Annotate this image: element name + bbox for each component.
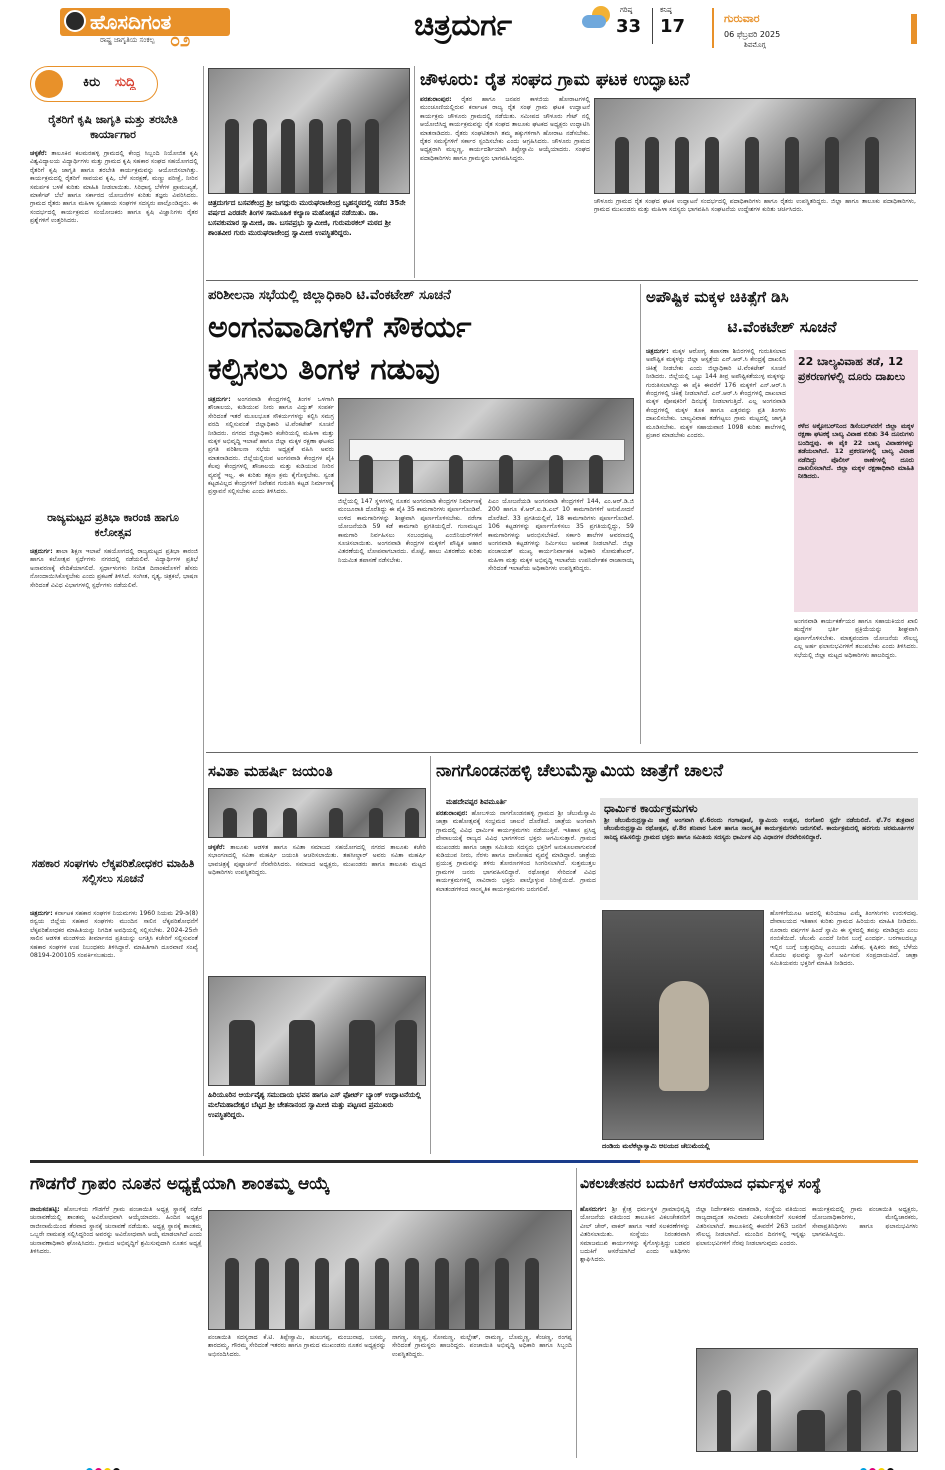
jatre-body [436, 810, 596, 1150]
kirusuddi-item2-body [30, 548, 198, 848]
vikalachetana-headline: ವಿಕಲಚೇತನರ ಬದುಕಿಗೆ ಆಸರೆಯಾದ ಧರ್ಮಸ್ಥಳ ಸಂಸ್ಥೆ [580, 1176, 822, 1192]
goudagere-photo [208, 1210, 572, 1330]
bottom-rule-left [30, 1160, 450, 1163]
edition-name: ಶಿವಮೊಗ್ಗ [744, 41, 766, 49]
jatre-side-body: ಹೋಳಿಗೆಯೂಟ ಆದರಲ್ಲಿ ಕುರಿಯಾಟ ಎಮ್ಮೆ ತಿಂಗಳುಗಳು ಉರುಳಿದವು. ದೇವಾಲಯದ ಇತಿಹಾಸ ಕುರಿತು ಗ್ರಾಮದ ಹಿರಿಯರು ಮಾಹಿತಿ ನೀಡಿದರು. ನೂರಾರು ವರ್ಷಗಳ ಹಿಂದೆ ಸ್ವಾಮಿ ಈ ಸ್ಥಳದಲ್ಲಿ ತಪಸ್ಸು ಮಾಡಿದ್ದರು ಎಂಬ ನಂಬಿಕೆಯಿದೆ. ಚೆಲುಮೆ ಎಂದರೆ ನೀರಿನ ಬುಗ್ಗೆ ಎಂದರ್ಥ. ಬರಗಾಲದಲ್ಲೂ ಇಲ್ಲಿನ ಬುಗ್ಗೆ ಬತ್ತುವುದಿಲ್ಲ ಎಂಬುದು ವಿಶೇಷ. ಕೃಷಿಕರು ತಮ್ಮ ಬೆಳೆಯ ಮೊದಲ ಫಲವನ್ನು ಸ್ವಾಮಿಗೆ ಅರ್ಪಿಸುವ ಸಂಪ್ರದಾಯವಿದೆ. ಜಾತ್ರಾ ಸಮಿತಿಯವರು ಭಕ್ತರಿಗೆ ಮಾಹಿತಿ ನೀಡಿದರು. [770, 910, 918, 968]
kirusuddi-item1-dateline: ಚಳ್ಳಕೆರೆ: [30, 150, 48, 157]
lead-headline-line1: ಅಂಗನವಾಡಿಗಳಿಗೆ ಸೌಕರ್ಯ [208, 310, 472, 345]
page-number: ೦೨ [170, 30, 191, 51]
sun-cloud-icon [582, 6, 610, 30]
vikalachetana-body-col1 [580, 1206, 690, 1456]
issue-date: 06 ಫೆಬ್ರವರಿ 2025 [724, 30, 781, 39]
vikalachetana-body-col3: ಕಾರ್ಯಕ್ರಮದಲ್ಲಿ ಗ್ರಾಮ ಪಂಚಾಯಿತಿ ಅಧ್ಯಕ್ಷರು, ಯೋಜನಾಧಿಕಾರಿಗಳು, ಮೇಲ್ವಿಚಾರಕರು, ಸೇವಾಪ್ರತಿನಿಧಿಗಳು ಹಾಗೂ ಫಲಾನುಭವಿಗಳು ಭಾಗವಹಿಸಿದ್ದರು. [812, 1206, 918, 1239]
section-title: ಚಿತ್ರದುರ್ಗ [414, 8, 513, 43]
left-column-rule [203, 66, 204, 1156]
kirusuddi-label-a: ಕಿರು [83, 75, 101, 90]
malnutrition-body-tail: ಅಂಗನವಾಡಿ ಕಾರ್ಯಕರ್ತೆಯರ ಹಾಗೂ ಸಹಾಯಕಿಯರ ಖಾಲಿ ಹುದ್ದೆಗಳ ಭರ್ತಿ ಪ್ರಕ್ರಿಯೆಯನ್ನು ಶೀಘ್ರವಾಗಿ ಪೂರ್ಣಗೊಳಿಸಬೇಕು. ಮಾತೃವಂದನಾ ಯೋಜನೆಯ ಸೌಲಭ್ಯ ಎಲ್ಲ ಅರ್ಹ ಫಲಾನುಭವಿಗಳಿಗೆ ತಲುಪಬೇಕು ಎಂದು ತಿಳಿಸಿದರು. ಸಭೆಯಲ್ಲಿ ಜಿಲ್ಲಾ ಮಟ್ಟದ ಅಧಿಕಾರಿಗಳು ಹಾಜರಿದ್ದರು. [794, 618, 918, 659]
lead-body-col2: ಜಿಲ್ಲೆಯಲ್ಲಿ 147 ಸ್ಥಳಗಳಲ್ಲಿ ನೂತನ ಅಂಗನವಾಡಿ ಕೇಂದ್ರಗಳ ನಿರ್ಮಾಣಕ್ಕೆ ಮಂಜೂರಾತಿ ದೊರೆತಿದ್ದು ಈ ಪೈಕಿ 35 ಕಾಮಗಾರಿಗಳು ಪೂರ್ಣಗೊಂಡಿವೆ. ಉಳಿದ ಕಾಮಗಾರಿಗಳನ್ನು ಶೀಘ್ರವಾಗಿ ಪೂರ್ಣಗೊಳಿಸಬೇಕು. ನರೇಗಾ ಯೋಜನೆಯಡಿ 59 ಕಡೆ ಕಾಮಗಾರಿ ಪ್ರಗತಿಯಲ್ಲಿದೆ. ಗುಣಮಟ್ಟದ ಕಾಮಗಾರಿ ನಿರ್ವಹಿಸಲು ಸಂಬಂಧಪಟ್ಟ ಎಂಜಿನಿಯರ್‌ಗಳಿಗೆ ಸೂಚಿಸಲಾಯಿತು. ಅಂಗನವಾಡಿ ಕೇಂದ್ರಗಳ ಮಕ್ಕಳಿಗೆ ಪೌಷ್ಟಿಕ ಆಹಾರ ವಿತರಣೆಯಲ್ಲಿ ಲೋಪವಾಗಬಾರದು. ಮೊಟ್ಟೆ, ಹಾಲು ವಿತರಣೆಯ ಕುರಿತು ನಿಯಮಿತ ತಪಾಸಣೆ ನಡೆಸಬೇಕು. [338, 498, 482, 564]
goudagere-body-col1 [30, 1206, 202, 1456]
lead-body-col3: ಪಿಎಂ ಯೋಜನೆಯಡಿ ಅಂಗನವಾಡಿ ಕೇಂದ್ರಗಳಿಗೆ 144, ಎಂ.ಆರ್.ಡಿ.ಜಿ 200 ಹಾಗೂ ಕೆ.ಆರ್.ಐ.ಡಿ.ಎಲ್ 10 ಕಾಮಗಾರಿಗಳಿಗೆ ಅನುಮೋದನೆ ದೊರೆತಿದೆ. 33 ಪ್ರಗತಿಯಲ್ಲಿವೆ, 18 ಕಾಮಗಾರಿಗಳು ಪೂರ್ಣಗೊಂಡಿವೆ. 106 ಕಟ್ಟಡಗಳನ್ನು ಪೂರ್ಣಗೊಳಿಸಲು 35 ಪ್ರಗತಿಯಲ್ಲಿದ್ದು, 59 ಕಾಮಗಾರಿಗಳನ್ನು ಆರಂಭಿಸಬೇಕಿದೆ. ಸರ್ಕಾರಿ ಶಾಲೆಗಳ ಆವರಣದಲ್ಲಿ ಅಂಗನವಾಡಿ ಕಟ್ಟಡಗಳನ್ನು ನಿರ್ಮಿಸಲು ಅವಕಾಶ ನೀಡಲಾಗಿದೆ. ಜಿಲ್ಲಾ ಪಂಚಾಯತ್ ಮುಖ್ಯ ಕಾರ್ಯನಿರ್ವಾಹಕ ಅಧಿಕಾರಿ ಸೋಮಶೇಖರ್, ಮಹಿಳಾ ಮತ್ತು ಮಕ್ಕಳ ಅಭಿವೃದ್ಧಿ ಇಲಾಖೆಯ ಉಪನಿರ್ದೇಶಕ ರಾಜಾನಾಯ್ಕ ಸೇರಿದಂತೆ ಇಲಾಖೆಯ ಅಧಿಕಾರಿಗಳು ಉಪಸ್ಥಿತರಿದ್ದರು. [488, 498, 634, 573]
kirusuddi-item3-headline: ಸಹಕಾರ ಸಂಘಗಳು ಲೆಕ್ಕಪರಿಶೋಧಕರ ಮಾಹಿತಿ ಸಲ್ಲಿಸಲು ಸೂಚನೆ [31, 857, 195, 885]
temp-min: 17 [660, 16, 686, 37]
savitha-right-rule [430, 756, 431, 1154]
temple-idol-photo [602, 910, 764, 1140]
child-marriage-box [794, 350, 918, 612]
temple-photo-caption: ದಂಡಿಯ ಮಲೆಕೆಲ್ಲಾಸ್ವಾಮಿ ಆಲಯದ ಚೆಲುಮೆಯಲ್ಲಿ [602, 1142, 710, 1150]
masthead-right-bar [911, 14, 917, 44]
malnutrition-headline-line1: ಅಪೌಷ್ಟಿಕ ಮಕ್ಕಳ ಚಿಕಿತ್ಸೆಗೆ ಡಿಸಿ [646, 288, 789, 306]
lead-text-1: ಅಂಗನವಾಡಿ ಕೇಂದ್ರಗಳಲ್ಲಿ ತಿಂಗಳ ಒಳಗಾಗಿ ಶೌಚಾಲಯ, ಕುಡಿಯುವ ನೀರು ಹಾಗೂ ವಿದ್ಯುತ್ ಸಂಪರ್ಕ ಸೇರಿದಂತೆ ಇತರೆ ಮೂಲಭೂತ ಸೌಕರ್ಯಗಳನ್ನು ಕಲ್ಪಿಸಿ ಸಮಗ್ರ ವರದಿ ಸಲ್ಲಿಸುವಂತೆ ಜಿಲ್ಲಾಧಿಕಾರಿ ಟಿ.ವೆಂಕಟೇಶ್ ಸೂಚನೆ ನೀಡಿದರು. ನಗರದ ಜಿಲ್ಲಾಧಿಕಾರಿ ಕಚೇರಿಯಲ್ಲಿ ಮಹಿಳಾ ಮತ್ತು ಮಕ್ಕಳ ಅಭಿವೃದ್ಧಿ ಇಲಾಖೆ ಹಾಗೂ ಜಿಲ್ಲಾ ಮಕ್ಕಳ ರಕ್ಷಣಾ ಘಟಕದ ಪ್ರಗತಿ ಪರಿಶೀಲನಾ ಸಭೆಯ ಅಧ್ಯಕ್ಷತೆ ವಹಿಸಿ ಅವರು ಮಾತನಾಡಿದರು. ಜಿಲ್ಲೆಯಲ್ಲಿರುವ ಅಂಗನವಾಡಿ ಕೇಂದ್ರಗಳ ಪೈಕಿ ಕೆಲವು ಕೇಂದ್ರಗಳಲ್ಲಿ ಶೌಚಾಲಯ ಮತ್ತು ಕುಡಿಯುವ ನೀರಿನ ವ್ಯವಸ್ಥೆ ಇಲ್ಲ. ಈ ಕುರಿತು ತಕ್ಷಣ ಕ್ರಮ ಕೈಗೊಳ್ಳಬೇಕು. ಸ್ವಂತ ಕಟ್ಟಡವಿಲ್ಲದ ಕೇಂದ್ರಗಳಿಗೆ ನಿವೇಶನ ಗುರುತಿಸಿ ಕಟ್ಟಡ ನಿರ್ಮಾಣಕ್ಕೆ ಪ್ರಸ್ತಾವನೆ ಸಲ್ಲಿಸಬೇಕು ಎಂದು ತಿಳಿಸಿದರು. [208, 396, 334, 496]
goudagere-body-col3: ನಾಗಣ್ಣ, ಸಣ್ಣಪ್ಪ, ಸೋಮಣ್ಣ, ಮಲ್ಲೇಶ್, ರಾಮಣ್ಣ, ಬೊಮ್ಮಣ್ಣ, ಕೆಂಚಣ್ಣ, ರಂಗಪ್ಪ ಸೇರಿದಂತೆ ಗ್ರಾಮಸ್ಥರು ಹಾಜರಿದ್ದರು. ಪಂಚಾಯಿತಿ ಅಭಿವೃದ್ಧಿ ಅಧಿಕಾರಿ ಹಾಗೂ ಸಿಬ್ಬಂದಿ ಉಪಸ್ಥಿತರಿದ್ದರು. [392, 1334, 572, 1358]
jatre-headline: ನಾಗಗೊಂಡನಹಳ್ಳಿ ಚೆಲುಮೆಸ್ವಾಮಿಯ ಜಾತ್ರೆಗೆ ಚಾಲನೆ [436, 761, 724, 781]
paper-name: ಹೊಸದಿಗಂತ [90, 10, 172, 34]
registration-marks-right [860, 1460, 896, 1470]
goudagere-text-1: ಹೋಬಳಿಯ ಗೌಡಗೆರೆ ಗ್ರಾಮ ಪಂಚಾಯಿತಿ ಅಧ್ಯಕ್ಷ ಸ್ಥಾನಕ್ಕೆ ನಡೆದ ಚುನಾವಣೆಯಲ್ಲಿ ಶಾಂತಮ್ಮ ಅವಿರೋಧವಾಗಿ ಆಯ್ಕೆಯಾದರು. ಹಿಂದಿನ ಅಧ್ಯಕ್ಷರ ರಾಜೀನಾಮೆಯಿಂದ ತೆರವಾದ ಸ್ಥಾನಕ್ಕೆ ಚುನಾವಣೆ ನಡೆಯಿತು. ಅಧ್ಯಕ್ಷ ಸ್ಥಾನಕ್ಕೆ ಶಾಂತಮ್ಮ ಒಬ್ಬರೇ ನಾಮಪತ್ರ ಸಲ್ಲಿಸಿದ್ದರಿಂದ ಅವರನ್ನು ಅವಿರೋಧವಾಗಿ ಆಯ್ಕೆ ಮಾಡಲಾಗಿದೆ ಎಂದು ಚುನಾವಣಾಧಿಕಾರಿ ಘೋಷಿಸಿದರು. ಗ್ರಾಮದ ಅಭಿವೃದ್ಧಿಗೆ ಶ್ರಮಿಸುವುದಾಗಿ ನೂತನ ಅಧ್ಯಕ್ಷೆ ತಿಳಿಸಿದರು. [30, 1206, 202, 1256]
malnutrition-dateline: ಚಿತ್ರದುರ್ಗ: [646, 348, 669, 355]
bottom-rule-right [640, 1160, 918, 1163]
jatre-programs-headline: ಧಾರ್ಮಿಕ ಕಾರ್ಯಕ್ರಮಗಳು [604, 802, 698, 815]
registration-marks [86, 1460, 122, 1470]
vikalachetana-dateline: ಹೊಸದುರ್ಗ: [580, 1206, 607, 1213]
chauluru-photo [594, 98, 916, 194]
malnutrition-text: ಮಕ್ಕಳ ಆರೋಗ್ಯ ತಪಾಸಣಾ ಶಿಬಿರಗಳಲ್ಲಿ ಗುರುತಿಸಲಾದ ಅಪೌಷ್ಟಿಕ ಮಕ್ಕಳನ್ನು ಜಿಲ್ಲಾ ಆಸ್ಪತ್ರೆಯ ಎನ್.ಆರ್.ಸಿ ಕೇಂದ್ರಕ್ಕೆ ದಾಖಲಿಸಿ ಚಿಕಿತ್ಸೆ ನೀಡಬೇಕು ಎಂದು ಜಿಲ್ಲಾಧಿಕಾರಿ ಟಿ.ವೆಂಕಟೇಶ್ ಸೂಚನೆ ನೀಡಿದರು. ಜಿಲ್ಲೆಯಲ್ಲಿ ಒಟ್ಟು 144 ತೀವ್ರ ಅಪೌಷ್ಟಿಕತೆಯುಳ್ಳ ಮಕ್ಕಳನ್ನು ಗುರುತಿಸಲಾಗಿದ್ದು ಈ ಪೈಕಿ ಈವರೆಗೆ 176 ಮಕ್ಕಳಿಗೆ ಎನ್.ಆರ್.ಸಿ ಕೇಂದ್ರಗಳಲ್ಲಿ ಚಿಕಿತ್ಸೆ ನೀಡಲಾಗಿದೆ. ಎನ್.ಆರ್.ಸಿ ಕೇಂದ್ರಗಳಲ್ಲಿ ದಾಖಲಾದ ಮಕ್ಕಳ ಪೋಷಕರಿಗೆ ದಿನಭತ್ಯೆ ನೀಡಲಾಗುತ್ತಿದೆ. ಎಲ್ಲ ಅಂಗನವಾಡಿ ಕೇಂದ್ರಗಳಲ್ಲಿ ಮಕ್ಕಳ ತೂಕ ಹಾಗೂ ಎತ್ತರವನ್ನು ಪ್ರತಿ ತಿಂಗಳು ದಾಖಲಿಸಬೇಕು. ಬಾಲ್ಯವಿವಾಹ ತಡೆಗಟ್ಟಲು ಗ್ರಾಮ ಮಟ್ಟದಲ್ಲಿ ಜಾಗೃತಿ ಮೂಡಿಸಬೇಕು. ಮಕ್ಕಳ ಸಹಾಯವಾಣಿ 1098 ಕುರಿತು ಶಾಲೆಗಳಲ್ಲಿ ಪ್ರಚಾರ ಮಾಡಬೇಕು ಎಂದರು. [646, 348, 786, 440]
kirusuddi-item1-headline: ರೈತರಿಗೆ ಕೃಷಿ ಜಾಗೃತಿ ಮತ್ತು ತರಬೇತಿ ಕಾರ್ಯಾಗಾರ [48, 113, 178, 141]
hiriyur-photo [208, 976, 426, 1086]
child-marriage-box-body: ಕಳೆದ ಅಕ್ಟೋಬರ್‌ನಿಂದ ಡಿಸೆಂಬರ್‌ವರೆಗೆ ಜಿಲ್ಲಾ ಮಕ್ಕಳ ರಕ್ಷಣಾ ಘಟಕಕ್ಕೆ ಬಾಲ್ಯ ವಿವಾಹ ಕುರಿತು 34 ದೂರುಗಳು ಬಂದಿದ್ದವು. ಈ ಪೈಕಿ 22 ಬಾಲ್ಯ ವಿವಾಹಗಳನ್ನು ತಡೆಯಲಾಗಿದೆ. 12 ಪ್ರಕರಣಗಳಲ್ಲಿ ಬಾಲ್ಯ ವಿವಾಹ ನಡೆದಿದ್ದು ಪೊಲೀಸ್ ಠಾಣೆಗಳಲ್ಲಿ ದೂರು ದಾಖಲಿಸಲಾಗಿದೆ. ಜಿಲ್ಲಾ ಮಕ್ಕಳ ರಕ್ಷಣಾಧಿಕಾರಿ ಮಾಹಿತಿ ನೀಡಿದರು. [798, 422, 914, 481]
lead-meeting-photo [338, 398, 634, 494]
malnutrition-body [646, 348, 786, 748]
top-rule [414, 66, 415, 278]
kirusuddi-item2-dateline: ಚಿತ್ರದುರ್ಗ: [30, 548, 53, 555]
hiriyur-caption: ಹಿರಿಯೂರಿನ ಆರ್ಯವೈಶ್ಯ ಸಮುದಾಯ ಭವನ ಹಾಗೂ ಎಸ್ ಫೋರ್ಟ್ ಬ್ಯಾಂಕ್ ಉದ್ಘಾಟನೆಯಲ್ಲಿ ಮಲೆಮಹಾದೇಶ್ವರ ಬೆಟ್ಟದ ಶ್ರೀ ಚೇತನಾನಂದ ಸ್ವಾಮೀಜಿ ಮತ್ತು ಪಟ್ಟಣದ ಪ್ರಮುಖರು ಉಪಸ್ಥಿತರಿದ್ದರು. [208, 1091, 421, 1119]
hand-icon [35, 70, 63, 98]
kirusuddi-item2-headline: ರಾಜ್ಯಮಟ್ಟದ ಪ್ರತಿಭಾ ಕಾರಂಜಿ ಹಾಗೂ ಕಲೋತ್ಸವ [47, 511, 179, 539]
lead-top-rule [206, 280, 918, 281]
temp-divider [652, 8, 653, 44]
bottom-right-rule [576, 1168, 577, 1458]
kirusuddi-item2-text: ಶಾಲಾ ಶಿಕ್ಷಣ ಇಲಾಖೆ ಸಹಯೋಗದಲ್ಲಿ ರಾಜ್ಯಮಟ್ಟದ ಪ್ರತಿಭಾ ಕಾರಂಜಿ ಹಾಗೂ ಕಲೋತ್ಸವ ಸ್ಪರ್ಧೆಗಳು ನಗರದಲ್ಲಿ ನಡೆಯಲಿವೆ. ವಿದ್ಯಾರ್ಥಿಗಳ ಪ್ರತಿಭೆ ಅನಾವರಣಕ್ಕೆ ವೇದಿಕೆಯಾಗಲಿದೆ. ಸ್ಪರ್ಧಾಳುಗಳು ನಿಗದಿತ ದಿನಾಂಕದೊಳಗೆ ಹೆಸರು ನೋಂದಾಯಿಸಿಕೊಳ್ಳಬೇಕು ಎಂದು ಪ್ರಕಟಣೆ ತಿಳಿಸಿದೆ. ಸಂಗೀತ, ನೃತ್ಯ, ಚಿತ್ರಕಲೆ, ಭಾಷಣ ಸೇರಿದಂತೆ ವಿವಿಧ ವಿಭಾಗಗಳಲ್ಲಿ ಸ್ಪರ್ಧೆಗಳು ನಡೆಯಲಿವೆ. [30, 548, 198, 589]
goudagere-dateline: ನಾಯಕನಹಟ್ಟಿ: [30, 1206, 60, 1213]
date-divider [712, 8, 714, 48]
chauluru-dateline: ಪರಶುರಾಂಪುರ: [420, 96, 452, 103]
kirusuddi-label [30, 66, 158, 102]
lead-headline-line2: ಕಲ್ಪಿಸಲು ತಿಂಗಳ ಗಡುವು [208, 352, 440, 387]
jatre-programs-box [600, 798, 918, 900]
goudagere-headline: ಗೌಡಗೆರೆ ಗ್ರಾಪಂ ನೂತನ ಅಧ್ಯಕ್ಷೆಯಾಗಿ ಶಾಂತಮ್ಮ ಆಯ್ಕೆ [30, 1174, 330, 1194]
kirusuddi-item3-text: ಕರ್ನಾಟಕ ಸಹಕಾರ ಸಂಘಗಳ ನಿಯಮಗಳು 1960 ನಿಯಮ 29-ಡಿ(8) ರನ್ವಯ ಜಿಲ್ಲೆಯ ಸಹಕಾರ ಸಂಘಗಳು ಮುಂದಿನ ಸಾಲಿನ ಲೆಕ್ಕಪರಿಶೋಧನೆಗೆ ಲೆಕ್ಕಪರಿಶೋಧಕರ ಮಾಹಿತಿಯನ್ನು ನಿಗದಿತ ಅವಧಿಯಲ್ಲಿ ಸಲ್ಲಿಸಬೇಕು. 2024-25ನೇ ಸಾಲಿನ ಆಡಳಿತ ಮಂಡಳಿಯ ತೀರ್ಮಾನದ ಪ್ರತಿಯನ್ನು ಲಗತ್ತಿಸಿ ಕಚೇರಿಗೆ ಸಲ್ಲಿಸುವಂತೆ ಸಹಕಾರ ಸಂಘಗಳ ಉಪ ನಿಬಂಧಕರು ತಿಳಿಸಿದ್ದಾರೆ. ಮಾಹಿತಿಗಾಗಿ ದೂರವಾಣಿ ಸಂಖ್ಯೆ 08194-200105 ಸಂಪರ್ಕಿಸಬಹುದು. [30, 910, 198, 960]
malnutrition-headline-line2: ಟಿ.ವೆಂಕಟೇಶ್ ಸೂಚನೆ [727, 318, 837, 336]
top-photo-caption: ಚಿತ್ರದುರ್ಗದ ಬಸವಕೇಂದ್ರ ಶ್ರೀ ಜಗದ್ಗುರು ಮುರುಘರಾಜೇಂದ್ರ ಬೃಹನ್ಮಠದಲ್ಲಿ ನಡೆದ 35ನೇ ವರ್ಷದ ಎರಡನೇ ತಿಂಗಳ ಸಾಮೂಹಿಕ ಕಲ್ಯಾಣ ಮಹೋತ್ಸವ ನಡೆಯಿತು. ಡಾ. ಬಸವಕುಮಾರ ಸ್ವಾಮೀಜಿ, ಡಾ. ಬಸವಪ್ರಭು ಸ್ವಾಮೀಜಿ, ಗುರುಮಠಕಲ್ ಮಠದ ಶ್ರೀ ಶಾಂತವೀರ ಗುರು ಮುರುಘರಾಜೇಂದ್ರ ಸ್ವಾಮೀಜಿ ಉಪಸ್ಥಿತರಿದ್ದರು. [208, 199, 406, 237]
masthead [0, 0, 945, 62]
temp-max-label: ಗರಿಷ್ಠ [620, 6, 633, 14]
jatre-dateline: ಪರಶುರಾಂಪುರ: [436, 810, 468, 817]
savitha-body [208, 844, 426, 970]
vikalachetana-text-1: ಶ್ರೀ ಕ್ಷೇತ್ರ ಧರ್ಮಸ್ಥಳ ಗ್ರಾಮಾಭಿವೃದ್ಧಿ ಯೋಜನೆಯ ವತಿಯಿಂದ ತಾಲೂಕಿನ ವಿಕಲಚೇತನರಿಗೆ ವೀಲ್ ಚೇರ್, ವಾಕರ್ ಹಾಗೂ ಇತರೆ ಸಲಕರಣೆಗಳನ್ನು ವಿತರಿಸಲಾಯಿತು. ಸಂಸ್ಥೆಯು ನಿರಂತರವಾಗಿ ಸಮಾಜಮುಖಿ ಕಾರ್ಯಗಳನ್ನು ಕೈಗೊಳ್ಳುತ್ತಿದ್ದು ಬಡವರ ಬದುಕಿಗೆ ಆಸರೆಯಾಗಿದೆ ಎಂದು ಅತಿಥಿಗಳು ಶ್ಲಾಘಿಸಿದರು. [580, 1206, 690, 1264]
savitha-text: ತಾಲೂಕು ಆಡಳಿತ ಹಾಗೂ ಸವಿತಾ ಸಮಾಜದ ಸಹಯೋಗದಲ್ಲಿ ನಗರದ ತಾಲೂಕು ಕಚೇರಿ ಸಭಾಂಗಣದಲ್ಲಿ ಸವಿತಾ ಮಹರ್ಷಿ ಜಯಂತಿ ಆಚರಿಸಲಾಯಿತು. ತಹಸೀಲ್ದಾರ್ ಅವರು ಸವಿತಾ ಮಹರ್ಷಿ ಭಾವಚಿತ್ರಕ್ಕೆ ಪುಷ್ಪಾರ್ಚನೆ ನೆರವೇರಿಸಿದರು. ಸಮಾಜದ ಅಧ್ಯಕ್ಷರು, ಮುಖಂಡರು ಹಾಗೂ ತಾಲೂಕು ಮಟ್ಟದ ಅಧಿಕಾರಿಗಳು ಉಪಸ್ಥಿತರಿದ್ದರು. [208, 844, 426, 877]
chauluru-caption: ಚೌಳೂರು ಗ್ರಾಮದ ರೈತ ಸಂಘದ ಘಟಕ ಉದ್ಘಾಟನೆ ಸಂದರ್ಭದಲ್ಲಿ ಪದಾಧಿಕಾರಿಗಳು ಹಾಗೂ ರೈತರು ಉಪಸ್ಥಿತರಿದ್ದರು. ಜಿಲ್ಲಾ ಹಾಗೂ ತಾಲೂಕು ಪದಾಧಿಕಾರಿಗಳು, ಗ್ರಾಮದ ಮುಖಂಡರು ಮತ್ತು ಮಹಿಳಾ ಸದಸ್ಯರು ಭಾಗವಹಿಸಿ ಸಂಘಟನೆಯ ಉದ್ದೇಶಗಳ ಕುರಿತು ಚರ್ಚಿಸಿದರು. [594, 198, 916, 214]
lead-dateline: ಚಿತ್ರದುರ್ಗ: [208, 396, 231, 403]
chauluru-text: ರೈತರ ಹಾಗೂ ಜನಪರ ಕಾಳಜಿಯ ಹೋರಾಟಗಳಲ್ಲಿ ಮುಂಚೂಣಿಯಲ್ಲಿರುವ ಕರ್ನಾಟಕ ರಾಜ್ಯ ರೈತ ಸಂಘ ಗ್ರಾಮ ಘಟಕ ಉದ್ಘಾಟನೆ ಕಾರ್ಯಕ್ರಮ ಚೌಳೂರು ಗ್ರಾಮದಲ್ಲಿ ನಡೆಯಿತು. ಸಮೀಪದ ಚೌಳೂರು ಗೇಟ್ ನಲ್ಲಿ ಆಯೋಜಿಸಿದ್ದ ಕಾರ್ಯಕ್ರಮವನ್ನು ರೈತ ಸಂಘದ ತಾಲೂಕು ಘಟಕದ ಅಧ್ಯಕ್ಷರು ಉದ್ಘಾಟಿಸಿ ಮಾತನಾಡಿದರು. ರೈತರು ಸಂಘಟಿತರಾಗಿ ತಮ್ಮ ಹಕ್ಕುಗಳಿಗಾಗಿ ಹೋರಾಟ ನಡೆಸಬೇಕು. ರೈತರ ಸಮಸ್ಯೆಗಳಿಗೆ ಸರ್ಕಾರ ಸ್ಪಂದಿಸಬೇಕು ಎಂದು ಆಗ್ರಹಿಸಿದರು. ಚೌಳೂರು ಗ್ರಾಮದ ಅಧ್ಯಕ್ಷರಾಗಿ ಮಲ್ಲಣ್ಣ, ಕಾರ್ಯದರ್ಶಿಯಾಗಿ ತಿಪ್ಪೇಸ್ವಾಮಿ ಆಯ್ಕೆಯಾದರು. ಸಂಘದ ಪದಾಧಿಕಾರಿಗಳು ಹಾಗೂ ಗ್ರಾಮಸ್ಥರು ಭಾಗವಹಿಸಿದ್ದರು. [420, 96, 590, 162]
child-marriage-box-headline: 22 ಬಾಲ್ಯವಿವಾಹ ತಡೆ, 12 ಪ್ರಕರಣಗಳಲ್ಲಿ ದೂರು ದಾಖಲು [798, 355, 906, 383]
kirusuddi-item1-body [30, 150, 198, 502]
savitha-dateline: ಚಳ್ಳಕೆರೆ: [208, 844, 226, 851]
kirusuddi-item1-text: ತಾಲೂಕಿನ ಕಲಮರಹಳ್ಳಿ ಗ್ರಾಮದಲ್ಲಿ ಕೇಂದ್ರ ಸಿಬ್ಬಂದಿ ನಿಯೋಜಿತ ಕೃಷಿ ವಿಶ್ವವಿದ್ಯಾಲಯ ವಿದ್ಯಾರ್ಥಿಗಳು ಮತ್ತು ಗ್ರಾಮದ ಕೃಷಿ ಸಹಕಾರ ಸಂಘದ ಸಹಯೋಗದಲ್ಲಿ ರೈತರಿಗೆ ಕೃಷಿ ಜಾಗೃತಿ ಹಾಗೂ ತರಬೇತಿ ಕಾರ್ಯಕ್ರಮವನ್ನು ಆಯೋಜಿಸಲಾಗಿತ್ತು. ಕಾರ್ಯಕ್ರಮದಲ್ಲಿ ರೈತರಿಗೆ ಸಾವಯವ ಕೃಷಿ, ಬೆಳೆ ಸಂರಕ್ಷಣೆ, ಮಣ್ಣು ಪರೀಕ್ಷೆ, ನೀರಿನ ಸಮರ್ಪಕ ಬಳಕೆ ಕುರಿತು ಮಾಹಿತಿ ನೀಡಲಾಯಿತು. ಸಿರಿಧಾನ್ಯ ಬೆಳೆಗಳ ಪ್ರಾಮುಖ್ಯತೆ, ಮಾರ್ಕೆಟ್ ಬೆಲೆ ಹಾಗೂ ಸರ್ಕಾರದ ಯೋಜನೆಗಳ ಕುರಿತು ತಜ್ಞರು ವಿವರಿಸಿದರು. ಗ್ರಾಮದ ರೈತರು ಹಾಗೂ ಮಹಿಳಾ ಸ್ವಸಹಾಯ ಸಂಘಗಳ ಸದಸ್ಯರು ಪಾಲ್ಗೊಂಡಿದ್ದರು. ಈ ಸಂದರ್ಭದಲ್ಲಿ ಕಾರ್ಯಕ್ರಮದ ಸಂಯೋಜಕರು ಹಾಗೂ ಕೃಷಿ ವಿಜ್ಞಾನಿಗಳು ರೈತರ ಪ್ರಶ್ನೆಗಳಿಗೆ ಉತ್ತರಿಸಿದರು. [30, 150, 198, 225]
kirusuddi-label-b: ಸುದ್ದಿ [115, 75, 136, 90]
lead-body-col1 [208, 396, 334, 716]
temp-max: 33 [616, 16, 642, 37]
day-name: ಗುರುವಾರ [724, 12, 760, 25]
kirusuddi-item3-body [30, 910, 198, 1156]
chauluru-body [420, 96, 590, 276]
savitha-photo [208, 788, 426, 838]
lead-kicker: ಪರಿಶೀಲನಾ ಸಭೆಯಲ್ಲಿ ಜಿಲ್ಲಾಧಿಕಾರಿ ಟಿ.ವೆಂಕಟೇಶ್ ಸೂಚನೆ [208, 288, 451, 303]
savitha-headline: ಸವಿತಾ ಮಹರ್ಷಿ ಜಯಂತಿ [208, 762, 333, 780]
jatre-byline: ಮಹದೇವಪ್ಪರ ಶಿವಮೂರ್ತಿ [446, 798, 507, 806]
mid-rule [206, 752, 918, 753]
chauluru-headline: ಚೌಳೂರು: ರೈತ ಸಂಘದ ಗ್ರಾಮ ಘಟಕ ಉದ್ಘಾಟನೆ [420, 70, 690, 90]
vikalachetana-photo [696, 1348, 918, 1452]
goudagere-body-col2: ಪಂಚಾಯಿತಿ ಸದಸ್ಯರಾದ ಕೆ.ಟಿ. ತಿಪ್ಪೇಸ್ವಾಮಿ, ಹುಲುಗಪ್ಪ, ಮಂಜುನಾಥ, ಬಸಮ್ಮ, ಶಾರದಮ್ಮ, ಗೌರಮ್ಮ ಸೇರಿದಂತೆ ಇತರರು ಹಾಗೂ ಗ್ರಾಮದ ಮುಖಂಡರು ನೂತನ ಅಧ್ಯಕ್ಷರನ್ನು ಅಭಿನಂದಿಸಿದರು. [208, 1334, 386, 1358]
kirusuddi-item3-dateline: ಚಿತ್ರದುರ್ಗ: [30, 910, 53, 917]
vikalachetana-body-col2: ಜಿಲ್ಲಾ ನಿರ್ದೇಶಕರು ಮಾತನಾಡಿ, ಸಂಸ್ಥೆಯ ವತಿಯಿಂದ ರಾಜ್ಯದಾದ್ಯಂತ ಸಾವಿರಾರು ವಿಕಲಚೇತನರಿಗೆ ಸಲಕರಣೆ ವಿತರಿಸಲಾಗಿದೆ. ತಾಲೂಕಿನಲ್ಲಿ ಈವರೆಗೆ 263 ಜನರಿಗೆ ಸೌಲಭ್ಯ ನೀಡಲಾಗಿದೆ. ಮುಂದಿನ ದಿನಗಳಲ್ಲಿ ಇನ್ನಷ್ಟು ಫಲಾನುಭವಿಗಳಿಗೆ ನೆರವು ನೀಡಲಾಗುವುದು ಎಂದರು. [696, 1206, 806, 1247]
bottom-rule-mid [450, 1160, 640, 1163]
lead-right-rule [640, 284, 641, 744]
paper-logo-icon [64, 10, 86, 32]
jatre-programs-body: ಶ್ರೀ ಚೆಲುಮೆರುದ್ರಸ್ವಾಮಿ ಜಾತ್ರೆ ಅಂಗವಾಗಿ ಫೆ.6ರಂದು ಗಂಗಾಪೂಜೆ, ಸ್ವಾಮಿಯ ಉತ್ಸವ, ರಂಗೋಲಿ ಸ್ಪರ್ಧೆ ನಡೆಯಲಿದೆ. ಫೆ.7ರ ಶುಕ್ರವಾರ ಚೆಲುಮೆರುದ್ರಸ್ವಾಮಿ ರಥೋತ್ಸವ, ಫೆ.8ರ ಶನಿವಾರ ಓಕುಳಿ ಹಾಗೂ ಸಾಂಸ್ಕೃತಿಕ ಕಾರ್ಯಕ್ರಮಗಳು ಜರುಗಲಿವೆ. ಕಾರ್ಯಕ್ರಮದಲ್ಲಿ ಹರಗುರು ಚರಮೂರ್ತಿಗಳ ಸಾನಿಧ್ಯ ವಹಿಸಲಿದ್ದು ಗ್ರಾಮದ ಭಕ್ತರು ಹಾಗೂ ಸಮಿತಿಯ ಸದಸ್ಯರು ಧಾರ್ಮಿಕ ವಿಧಿ ವಿಧಾನಗಳ ನೆರವೇರಿಸಲಿದ್ದಾರೆ. [604, 817, 914, 841]
jatre-text: ಹೋಬಳಿಯ ನಾಗಗೊಂಡನಹಳ್ಳಿ ಗ್ರಾಮದ ಶ್ರೀ ಚೆಲುಮೆಸ್ವಾಮಿ ಜಾತ್ರಾ ಮಹೋತ್ಸವಕ್ಕೆ ಸಂಭ್ರಮದ ಚಾಲನೆ ದೊರೆತಿದೆ. ಜಾತ್ರೆಯ ಅಂಗವಾಗಿ ಗ್ರಾಮದಲ್ಲಿ ವಿವಿಧ ಧಾರ್ಮಿಕ ಕಾರ್ಯಕ್ರಮಗಳು ನಡೆಯುತ್ತಿವೆ. ಇತಿಹಾಸ ಪ್ರಸಿದ್ಧ ದೇವಾಲಯಕ್ಕೆ ರಾಜ್ಯದ ವಿವಿಧ ಭಾಗಗಳಿಂದ ಭಕ್ತರು ಆಗಮಿಸುತ್ತಾರೆ. ಗ್ರಾಮದ ಮುಖಂಡರು ಹಾಗೂ ಜಾತ್ರಾ ಸಮಿತಿಯ ಸದಸ್ಯರು ಭಕ್ತರಿಗೆ ಅನುಕೂಲವಾಗುವಂತೆ ಕುಡಿಯುವ ನೀರು, ನೆರಳು ಹಾಗೂ ದಾಸೋಹದ ವ್ಯವಸ್ಥೆ ಮಾಡಿದ್ದಾರೆ. ಜಾತ್ರೆಯ ಪ್ರಯುಕ್ತ ಗ್ರಾಮವನ್ನು ತಳಿರು ತೋರಣಗಳಿಂದ ಸಿಂಗರಿಸಲಾಗಿದೆ. ಸುತ್ತಮುತ್ತಲ ಗ್ರಾಮಗಳ ಜನರು ಭಾಗವಹಿಸಲಿದ್ದಾರೆ. ರಥೋತ್ಸವ ಸೇರಿದಂತೆ ವಿವಿಧ ಕಾರ್ಯಕ್ರಮಗಳಲ್ಲಿ ಸಾವಿರಾರು ಭಕ್ತರು ಪಾಲ್ಗೊಳ್ಳುವ ನಿರೀಕ್ಷೆಯಿದೆ. ಗ್ರಾಮದ ಕಲಾತಂಡಗಳಿಂದ ಸಾಂಸ್ಕೃತಿಕ ಕಾರ್ಯಕ್ರಮಗಳು ಜರುಗಲಿವೆ. [436, 810, 596, 893]
paper-tagline: ರಾಷ್ಟ್ರ ಜಾಗೃತಿಯ ಸಂಕಲ್ಪ [100, 36, 155, 44]
top-photo-mathotsava [208, 68, 410, 194]
temp-min-label: ಕನಿಷ್ಠ [660, 6, 672, 14]
